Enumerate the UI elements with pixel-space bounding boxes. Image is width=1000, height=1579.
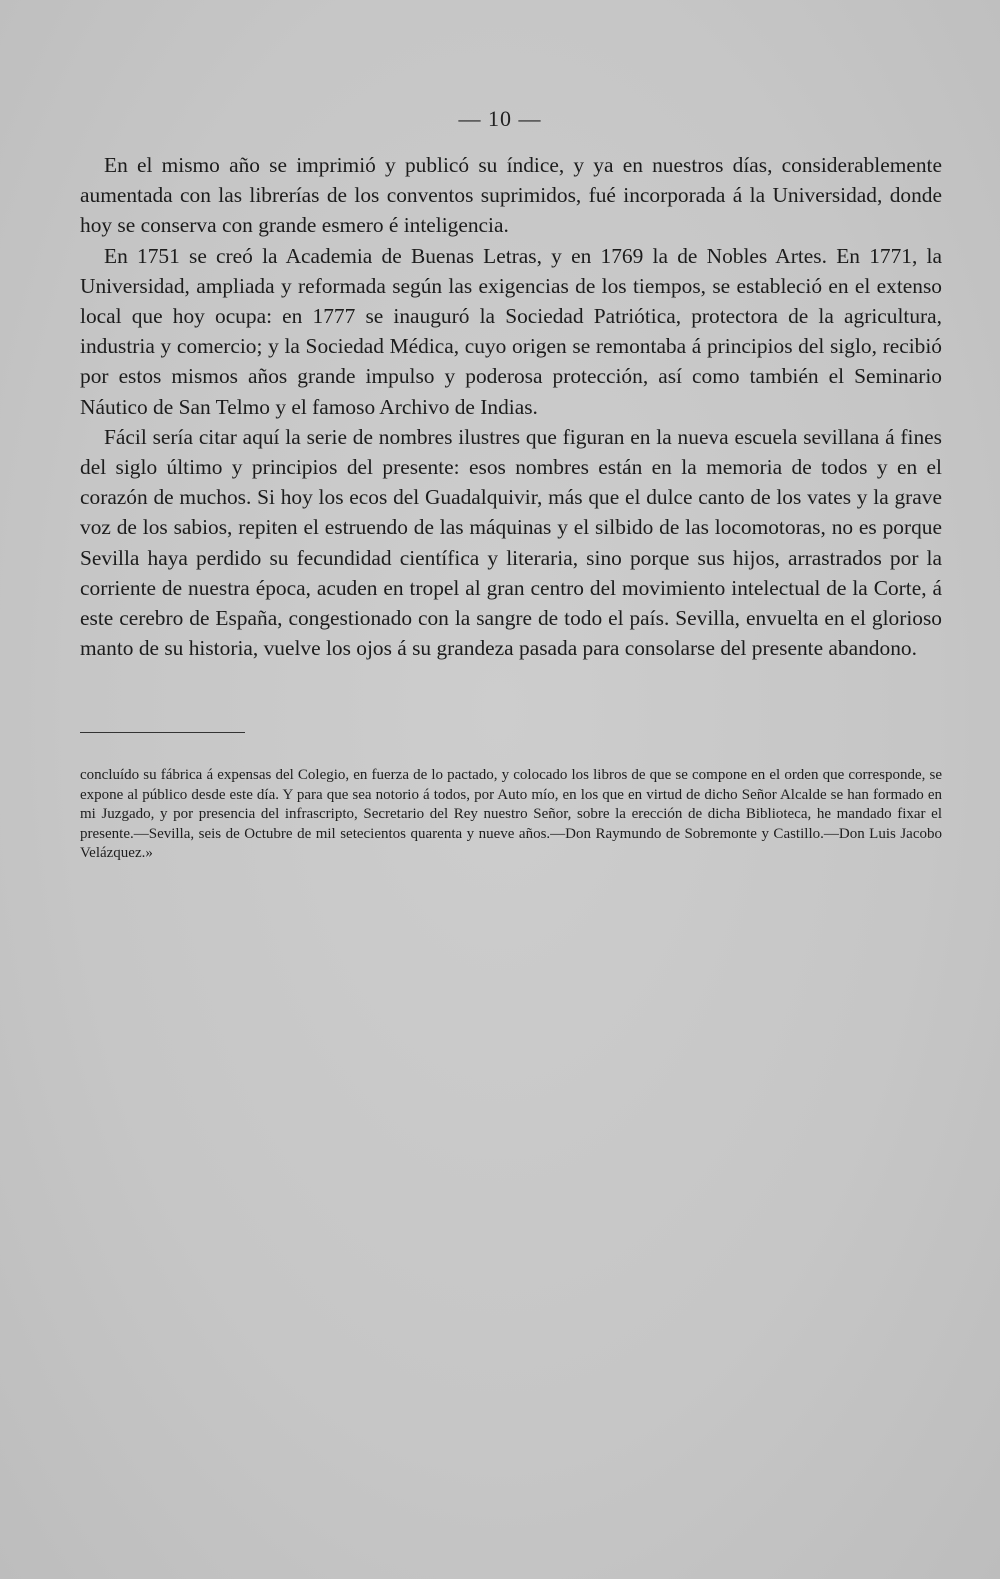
paragraph: Fácil sería citar aquí la serie de nombres ilustres que figuran en la nueva escuela sevillana á fines del siglo último y principios del presente: esos nombres están en la memoria de todos y en el corazón de muchos. Si hoy los ecos del Guadalquivir, más que el dulce canto de los vates y la grave voz de los sabios, repiten el estruendo de las máquinas y el silbido de las locomotoras, no es porque Sevilla haya perdido su fecundidad científica y literaria, sino porque sus hijos, arrastrados por la corriente de nuestra época, acuden en tropel al gran centro del movimiento intelectual de la Corte, á este cerebro de España, congestionado con la sangre de todo el país. Sevilla, envuelta en el glorioso manto de su historia, vuelve los ojos á su grandeza pasada para consolarse del presente abandono. — [80, 424, 942, 661]
page-number: — 10 — — [458, 106, 542, 131]
paragraph: En el mismo año se imprimió y publicó su índice, y ya en nuestros días, considerablemente aumentada con las librerías de los conventos suprimidos, fué incorporada á la Universidad, donde hoy se conserva con grande esmero é inteligencia. — [80, 153, 942, 238]
footnote-text: concluído su fábrica á expensas del Colegio, en fuerza de lo pactado, y colocado los libros de que se compone en el orden que corresponde, se expone al público desde este día. Y para que sea notorio á todos, por Auto mío, en los que en virtud de dicho Señor Alcalde se han formado en mi Juzgado, y por presencia del infrascripto, Secretario del Rey nuestro Señor, sobre la erección de dicha Biblioteca, he mandado fixar el presente.—Sevilla, seis de Octubre de mil setecientos quarenta y nueve años.—Don Raymundo de Sobremonte y Castillo.—Don Luis Jacobo Velázquez.» — [80, 767, 942, 861]
paragraph: En 1751 se creó la Academia de Buenas Letras, y en 1769 la de Nobles Artes. En 1771, la Universidad, ampliada y reformada según las exigencias de los tiempos, se estableció en el extenso local que hoy ocupa: en 1777 se inauguró la Sociedad Patriótica, protectora de la agricultura, industria y comercio; y la Sociedad Médica, cuyo origen se remontaba á principios del siglo, recibió por estos mismos años grande impulso y poderosa protección, así como también el Seminario Náutico de San Telmo y el famoso Archivo de Indias. — [80, 243, 942, 419]
footnote-separator — [80, 732, 245, 733]
main-text — [80, 150, 942, 663]
footnote — [80, 766, 942, 864]
